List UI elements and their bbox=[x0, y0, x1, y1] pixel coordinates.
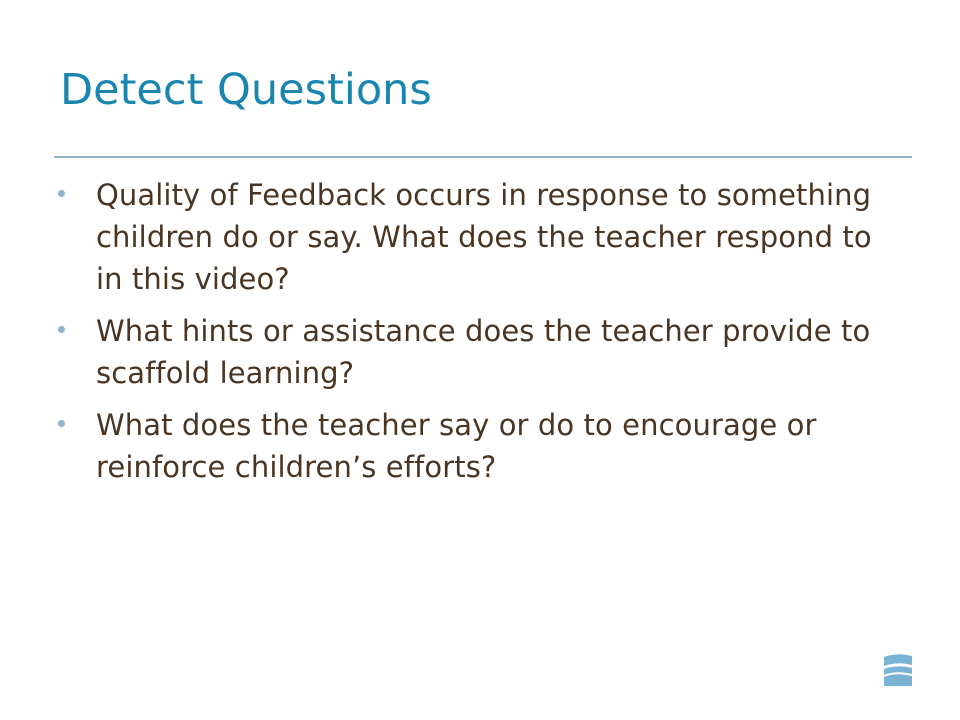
bullet-text: Quality of Feedback occurs in response to something children do or say. What does the teacher respond to in this video? bbox=[96, 178, 872, 296]
bullet-item bbox=[58, 174, 898, 300]
title-divider bbox=[54, 156, 912, 158]
bullet-item bbox=[58, 310, 898, 394]
bullet-list bbox=[58, 174, 898, 498]
bullet-text: What hints or assistance does the teacher provide to scaffold learning? bbox=[96, 314, 871, 390]
bullet-text: What does the teacher say or do to encourage or reinforce children’s efforts? bbox=[96, 408, 817, 484]
brand-logo-icon bbox=[882, 653, 914, 687]
bullet-item bbox=[58, 404, 898, 488]
slide-title: Detect Questions bbox=[60, 65, 432, 115]
bullet-dot-icon bbox=[58, 190, 65, 197]
bullet-dot-icon bbox=[58, 420, 65, 427]
bullet-dot-icon bbox=[58, 326, 65, 333]
